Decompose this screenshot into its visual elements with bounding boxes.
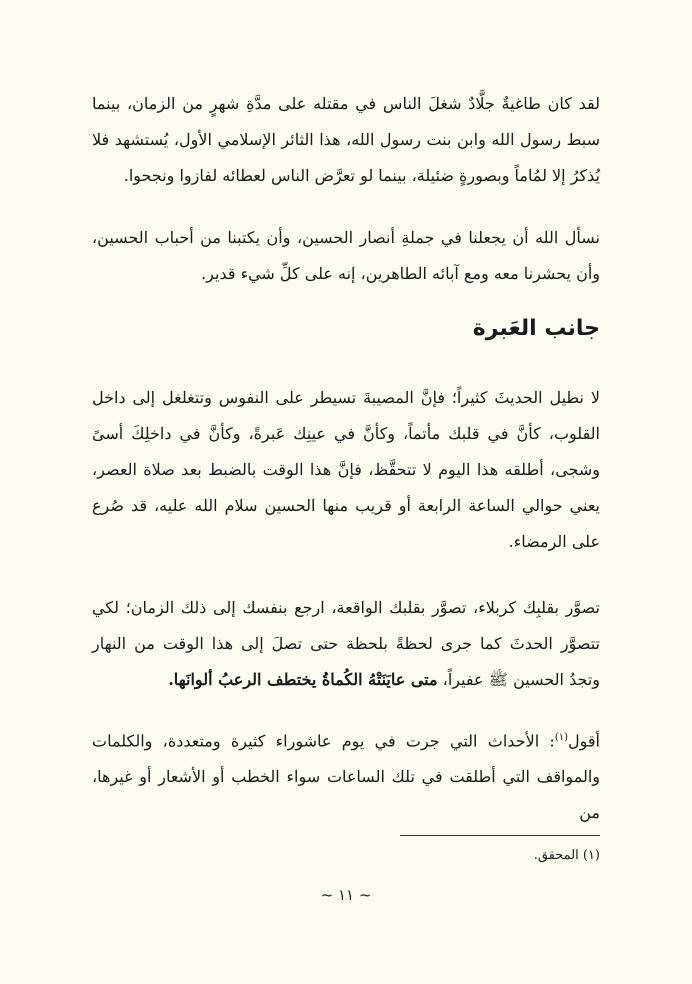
paragraph-2 (92, 220, 600, 292)
page-number: ~ ١١ ~ (320, 886, 372, 904)
paragraph-3-text: لا نطيل الحديثَ كثيراً؛ فإنَّ المصيبةَ تسيطر على النفوس وتتغلغل إلى داخل القلوب، كأنَّ في قلبك مأتماً، وكأنَّ في عينِك عَبرةً، وكأنَّ في داخلِكَ أسىً وشجى، أطلقه هذا اليوم لا تتحقَّظ، فإنَّ هذا الوقت بالضبط بعد صلاة العصر، يعني حوالي الساعة الرابعة أو قريب منها الحسين سلام الله عليه، قد صُرع على الرمضاء. (92, 388, 600, 551)
paragraph-4-text (92, 590, 600, 698)
paragraph-5-start: أقول (568, 731, 600, 751)
paragraph-3 (92, 380, 600, 560)
paragraph-4 (92, 590, 600, 698)
paragraph-5-rest: : الأحداث التي جرت في يوم عاشوراء كثيرة ومتعددة، والكلمات والمواقف التي أطلقت في تلك الساعات سواء الخطب أو الأشعار أو غيرها، من (92, 731, 600, 823)
footnote: (١) المحقق. (533, 848, 600, 863)
footnote-separator (400, 835, 600, 836)
paragraph-1-text: لقد كان طاغيةٌ جلَّادٌ شغلَ الناس في مقتله على مدَّةِ شهرٍ من الزمان، بينما سبط رسول الله وابن بنت رسول الله، هذا الثائر الإسلامي الأول، يُستشهد فلا يُذكرُ إلا لمُاماً وبصورةٍ ضئيلة، بينما لو تعرَّض الناس لعطائه لفازوا ونجحوا. (92, 94, 600, 185)
section-heading: جانب العَبرة (472, 316, 600, 341)
paragraph-1 (92, 86, 600, 194)
paragraph-5 (92, 720, 600, 831)
paragraph-2-text: نسأل الله أن يجعلنا في جملةِ أنصار الحسين، وأن يكتبنا من أحباب الحسين، وأن يحشرنا معه ومع آبائه الطاهرين، إنه على كلِّ شيء قدير. (92, 228, 600, 283)
paragraph-5-text (92, 720, 600, 831)
paragraph-4-bold-quote: متى عايَنَتْهُ الكُماةُ يختطف الرعبُ ألوانَها. (168, 670, 438, 689)
paragraph-4-normal: تصوَّر بقلبِك كربلاء، تصوَّر بقلبك الواقعة، ارجع بنفسك إلى ذلك الزمان؛ لكي تتصوَّر الحدثَ كما جرى لحظةً بلحظة حتى تصلَ إلى هذا الوقت من النهار وتجدُ الحسين ﷺ عفيراً، (92, 598, 600, 689)
footnote-reference[interactable]: (١) (554, 732, 569, 743)
